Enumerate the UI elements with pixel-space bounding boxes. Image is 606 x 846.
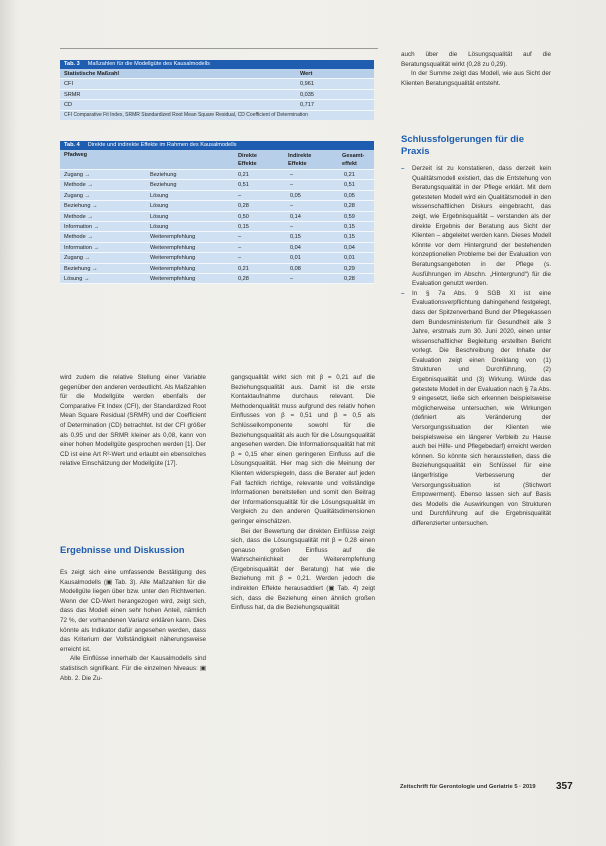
column-1-text xyxy=(60,373,206,469)
column-1-text-2 xyxy=(60,568,206,683)
bullet-dash-icon: – xyxy=(401,165,405,172)
table4-cell: Weiterempfehlung xyxy=(150,234,196,241)
table4-cell: 0,29 xyxy=(344,265,355,272)
page-footer xyxy=(382,782,582,796)
table4-cell: 0,14 xyxy=(290,213,301,220)
paragraph: In der Summe zeigt das Modell, wie aus Sicht der Klienten Beratungsqualität entsteht. xyxy=(401,70,551,87)
table4-cell: Weiterempfehlung xyxy=(150,265,196,272)
table4-cell: 0,15 xyxy=(290,234,301,241)
table4-cell: 0,21 xyxy=(344,172,355,178)
page-number: 357 xyxy=(556,781,573,792)
table4-title-bar xyxy=(60,141,374,150)
table-row xyxy=(60,253,374,263)
table4-cell: 0,15 xyxy=(344,234,355,241)
table3-header-row xyxy=(60,69,374,79)
table4-cell: 0,04 xyxy=(344,244,355,251)
table4-label: Tab. 4 xyxy=(64,142,80,148)
table-row xyxy=(60,243,374,253)
table4-cell: Information → xyxy=(64,223,100,230)
table4-header-cell: Pfadweg xyxy=(64,152,88,158)
table4-title: Direkte und indirekte Effekte im Rahmen des Kausalmodells xyxy=(87,142,237,148)
table4-cell: 0,05 xyxy=(344,192,355,199)
heading-results: Ergebnisse und Diskussion xyxy=(60,545,185,556)
table4-cell: – xyxy=(238,244,242,251)
table4-cell: 0,21 xyxy=(238,265,249,272)
column-3-text xyxy=(401,50,551,88)
table3-label: Tab. 3 xyxy=(64,61,80,67)
table-row xyxy=(60,201,374,211)
table-row xyxy=(60,274,374,284)
table4-cell: 0,15 xyxy=(238,223,249,230)
table4-header-cell: Indirekte Effekte xyxy=(288,153,312,167)
table4-cell: 0,51 xyxy=(344,182,355,189)
table4-cell: Zugang → xyxy=(64,255,91,262)
table4-cell: Methode → xyxy=(64,234,93,241)
table4-cell: Lösung xyxy=(150,203,169,210)
table4-cell: – xyxy=(290,182,294,189)
table-row xyxy=(60,170,374,180)
table-row xyxy=(60,232,374,242)
table3-cell: SRMR xyxy=(64,91,81,98)
table3-cell: CFI xyxy=(64,81,74,88)
paragraph: Alle Einflüsse innerhalb der Kausalmodells sind statistisch signifikant. Für die einzelnen Niveaus: ▣ Abb. 2. Die Zu- xyxy=(60,655,206,682)
table4-cell: Weiterempfehlung xyxy=(150,255,196,262)
heading-conclusions: Schlussfolgerungen für die Praxis xyxy=(401,134,524,157)
table4-header-cell: Direkte Effekte xyxy=(238,153,257,167)
table4-cell: Beziehung → xyxy=(64,265,98,272)
table-row xyxy=(60,79,374,89)
journal-name: Zeitschrift für Gerontologie und Geriatrie 5 · 2019 xyxy=(400,784,536,790)
paragraph: Bei der Bewertung der direkten Einflüsse zeigt sich, dass die Lösungsqualität mit β = 0,28 einen genauso großen Einfluss auf die Wahrscheinlichkeit der Weiterempfehlung (Ergebnisqualität der Beratung) hat wie die Beziehung mit β = 0,21. Werden jedoch die indirekten Effekte herausaddiert (▣ Tab. 4) zeigt sich, dass die Beziehung einen ähnlich großen Einfluss hat, da die Beziehungsqualität xyxy=(231,527,375,612)
conclusions-list xyxy=(401,164,551,529)
table3-title: Maßzahlen für die Modellgüte des Kausalmodells xyxy=(87,61,210,67)
table4-cell: Zugang → xyxy=(64,192,91,199)
table4-cell: Zugang → xyxy=(64,172,91,178)
table4-cell: Lösung xyxy=(150,213,169,220)
table-row xyxy=(60,180,374,190)
table3-note: CFI Comparative Fit Index, SRMR Standardized Root Mean Square Residual, CD Coefficient of Determination xyxy=(64,111,308,118)
table4-cell: 0,28 xyxy=(238,275,249,282)
table4-body xyxy=(60,170,374,284)
table4-cell: – xyxy=(290,275,294,282)
top-rule xyxy=(60,48,378,49)
table4-cell: Lösung xyxy=(150,192,169,199)
table4-cell: 0,28 xyxy=(344,275,355,282)
table4-cell: – xyxy=(290,172,294,178)
table4-cell: Beziehung xyxy=(150,182,177,189)
table-row xyxy=(60,90,374,100)
table-row xyxy=(60,264,374,274)
table4-cell: 0,51 xyxy=(238,182,249,189)
table4-cell: Methode → xyxy=(64,213,93,220)
table4-cell: 0,15 xyxy=(344,223,355,230)
table4-cell: Lösung xyxy=(150,223,169,230)
table4-cell: 0,08 xyxy=(290,265,301,272)
table3 xyxy=(60,69,374,120)
table3-header-cell: Wert xyxy=(300,71,313,77)
paragraph: gangsqualität wirkt sich mit β = 0,21 auf die Beziehungsqualität aus. Damit ist die erste Kontaktaufnahme durchaus relevant. Die Methodenqualität muss aufgrund des relativ hohen Einflusses von β = 0,51 und β = 0,5 als Schlüsselkomponente sowohl für die Beziehungsqualität als auch für die Lösungsqualität angesehen werden. Die Informationsqualität hat mit β = 0,15 eher einen geringeren Einfluss auf die Lösungsqualität. Hier mag sich die Meinung der Klienten widerspiegeln, dass die Berater auf jeden Fall fachlich richtige, relevante und vollständige Informationen bereitstellen und somit den Beitrag der Informationsqualität für die Lösungsqualität im Vergleich zu den anderen Qualitätsdimensionen geringer einschätzen. xyxy=(231,374,375,525)
table4-cell: Weiterempfehlung xyxy=(150,275,196,282)
list-item xyxy=(401,164,551,289)
table-row xyxy=(60,191,374,201)
table-row xyxy=(60,100,374,110)
paragraph: Es zeigt sich eine umfassende Bestätigung des Kausalmodells (▣ Tab. 3). Alle Maßzahlen für die Modellgüte liegen über bzw. unter den Richtwerten. Wenn der CD-Wert herangezogen wird, zeigt sich, dass das Modell einen sehr hohen Anteil, nämlich 72 %, der vorhandenen Varianz erklären kann. Dies könnte als Indikator dafür angesehen werden, dass das Kriterium der Vollständigkeit näherungsweise erreicht ist. xyxy=(60,569,206,653)
table4-cell: 0,01 xyxy=(344,255,355,262)
table4-cell: – xyxy=(290,203,294,210)
table4-cell: Methode → xyxy=(64,182,93,189)
table4-cell: 0,21 xyxy=(238,172,249,178)
table4-cell: – xyxy=(238,255,242,262)
paragraph: wird zudem die relative Stellung einer Variable gegenüber den anderen verdeutlicht. Als Maßzahlen für die Modellgüte werden ebenfalls der Comparative Fit Index (CFI), der Standardized Root Mean Square Residual (SRMR) und der Coefficient of Determination (CD) betrachtet. Ist der CFI größer als 0,95 und der SRMR kleiner als 0,08, kann von einer hohen Modellgüte gesprochen werden [1]. Der CD ist eine Art R²-Wert und erlaubt ein ebensolches relative Einschätzung der Modellgüte [17]. xyxy=(60,374,206,468)
table4-cell: Lösung → xyxy=(64,275,90,282)
column-2-text xyxy=(231,373,375,613)
table3-title-bar xyxy=(60,60,374,69)
table4-cell: 0,04 xyxy=(290,244,301,251)
table4-cell: Information → xyxy=(64,244,100,251)
table4-cell: 0,50 xyxy=(238,213,249,220)
table4-cell: – xyxy=(238,234,242,241)
table4-cell: – xyxy=(238,192,242,199)
table4-cell: 0,01 xyxy=(290,255,301,262)
table-row xyxy=(60,222,374,232)
list-item-text: Derzeit ist zu konstatieren, dass derzeit kein Qualitätsmodell existiert, das die Entstehung von Beratungsqualität in der Pflege erklärt. Mit dem getesteten Modell wird ein Qualitätsmodell in den wissenschaftlichen Diskurs eingebracht, das zeigt, wie Ergebnisqualität – verstanden als der direkte Ergebnis der Beratung aus Sicht der Klienten – abgeleitet werden kann. Dieses Modell könnte vor dem Hintergrund der bestehenden konzeptionellen Probleme bei der Evaluation von Beratungsangeboten in der Pflege (s. Ausführungen im Abschn. „Hintergrund“) für die Evaluation genutzt werden. xyxy=(412,165,551,288)
table3-cell: 0,961 xyxy=(300,81,314,88)
table4-cell: 0,05 xyxy=(290,192,301,199)
table4-cell: Beziehung xyxy=(150,172,177,178)
list-item xyxy=(401,289,551,529)
table-row xyxy=(60,212,374,222)
table4-cell: – xyxy=(290,223,294,230)
table3-cell: 0,717 xyxy=(300,102,314,109)
table4 xyxy=(60,150,374,284)
table4-cell: Weiterempfehlung xyxy=(150,244,196,251)
table4-cell: 0,28 xyxy=(238,203,249,210)
table4-header-cell: Gesamt-effekt xyxy=(342,153,365,167)
table4-cell: 0,59 xyxy=(344,213,355,220)
table4-cell: 0,28 xyxy=(344,203,355,210)
table3-cell: CD xyxy=(64,102,73,109)
table4-cell: Beziehung → xyxy=(64,203,98,210)
list-item-text: In § 7a Abs. 9 SGB XI ist eine Evaluationsverpflichtung dahingehend festgelegt, dass der Spitzenverband Bund der Pflegekassen dem Bundesministerium für Gesundheit alle 3 Jahre, erstmals zum 30. Juni 2020, einen unter wissenschaftlicher Begleitung erstellten Bericht vorlegt. Die Beschreibung der Inhalte der Evaluation zeigt einen Dreiklang von (1) Strukturen und Durchführung, (2) Ergebnisqualität und (3) Wirkung. Würde das getestete Modell in der Evaluation nach § 7a Abs. 9 eingesetzt, ließe sich erkennen beispielsweise möglicherweise untersuchen, wie Wirkungen (definiert als Veränderung der Versorgungssituation der Klienten wie beispielsweise ein längerer Verbleib zu Hause auch bei Hilfe- und Pflegebedarf) erreicht werden können. So könnte sich herausstellen, dass die Beziehungsqualität ein Schlüssel für eine längerfristige Verbesserung der Versorgungssituation ist (Stichwort Empowerment). Ebenso lassen sich auf Basis des Modells die Auswirkungen von Strukturen und Durchführung auf die Ergebnisqualität differenzierter untersuchen. xyxy=(412,289,551,527)
table3-header-cell: Statistische Maßzahl xyxy=(64,71,120,77)
paragraph: auch über die Lösungsqualität auf die Beratungsqualität wirkt (0,28 zu 0,29). xyxy=(401,51,551,68)
bullet-dash-icon: – xyxy=(401,289,405,297)
table3-cell: 0,035 xyxy=(300,91,314,98)
table4-header-row xyxy=(60,150,374,170)
